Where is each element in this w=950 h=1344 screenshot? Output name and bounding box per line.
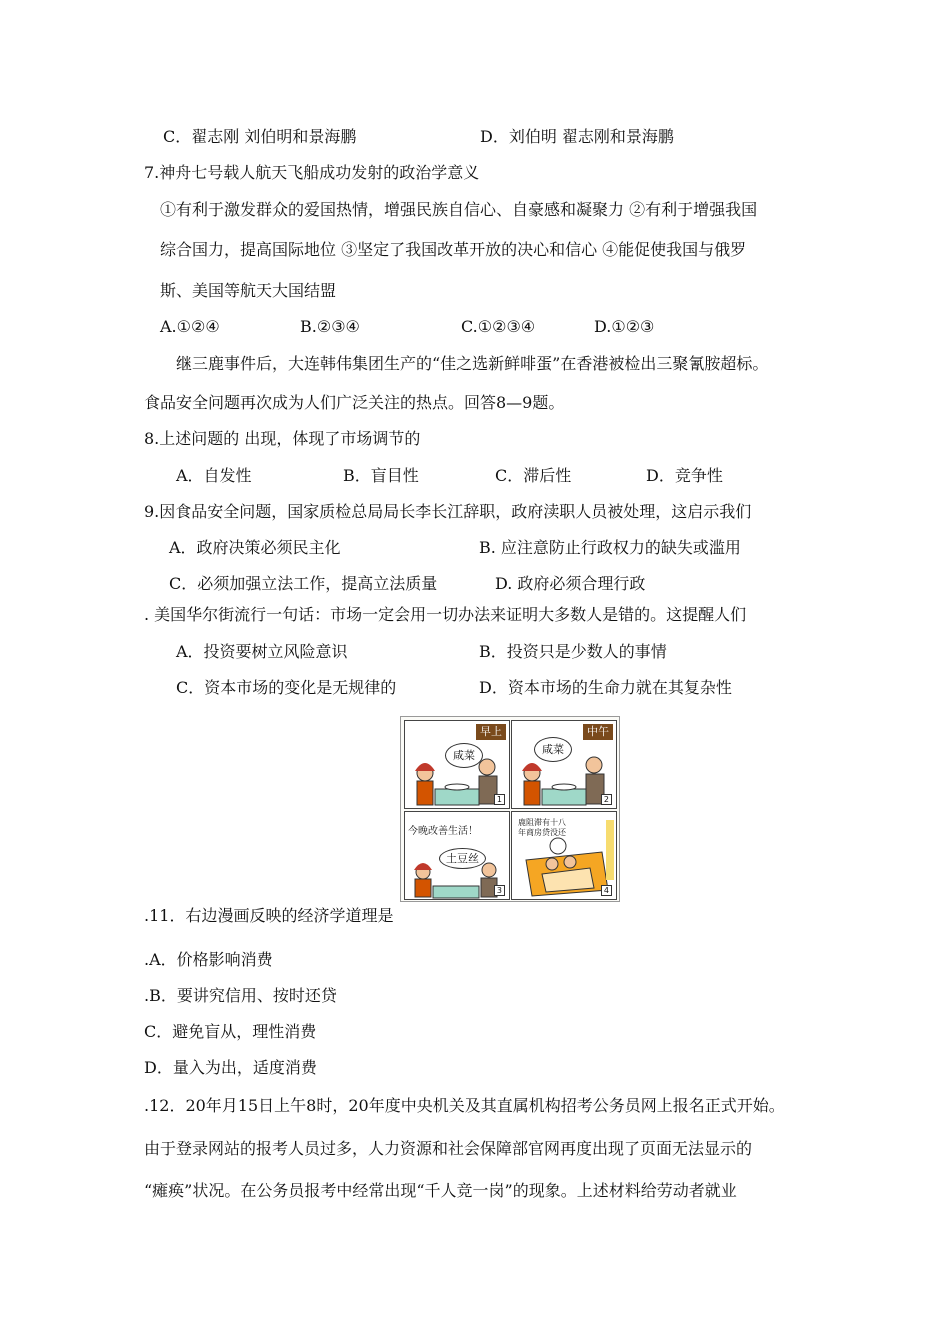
q8-option-d: D．竞争性 — [646, 466, 723, 485]
q9-option-d: D. 政府必须合理行政 — [495, 574, 646, 593]
q9-option-b: B. 应注意防止行政权力的缺失或滥用 — [479, 538, 741, 557]
q7-item-line1: ①有利于激发群众的爱国热情，增强民族自信心、自豪感和凝聚力 ②有利于增强我国 — [160, 200, 758, 219]
q10-option-b: B．投资只是少数人的事情 — [479, 642, 667, 661]
material-line1: 继三鹿事件后，大连韩伟集团生产的“佳之选新鲜啡蛋”在香港被检出三聚氰胺超标。 — [176, 354, 769, 373]
q11-option-d: D．量入为出，适度消费 — [144, 1058, 317, 1077]
speech-bubble: 咸菜 — [445, 743, 483, 768]
comic-panel-2 — [511, 720, 617, 809]
q6-option-c: C．翟志刚 刘伯明和景海鹏 — [163, 127, 357, 146]
q9-option-c: C．必须加强立法工作，提高立法质量 — [169, 574, 438, 593]
panel-number: 1 — [494, 794, 505, 805]
q7-option-c: C.①②③④ — [461, 317, 536, 336]
caption-text: 今晚改善生活！ — [408, 826, 478, 837]
q8-option-c: C．滞后性 — [495, 466, 572, 485]
q9-option-a: A．政府决策必须民主化 — [169, 538, 341, 557]
panel-time-tag: 中午 — [583, 724, 613, 740]
comic-panel-4 — [511, 811, 617, 900]
q12-line2: 由于登录网站的报考人员过多，人力资源和社会保障部官网再度出现了页面无法显示的 — [144, 1139, 753, 1158]
comic-strip — [400, 716, 620, 902]
q10-option-d: D．资本市场的生命力就在其复杂性 — [479, 678, 732, 697]
material-line2: 食品安全问题再次成为人们广泛关注的热点。回答8—9题。 — [144, 393, 565, 412]
panel-number: 2 — [601, 794, 612, 805]
q7-option-b: B.②③④ — [300, 317, 360, 336]
q7-stem: 7.神舟七号载人航天飞船成功发射的政治学意义 — [144, 163, 480, 182]
comic-panel-3 — [404, 811, 510, 900]
q12-line3: “瘫痪”状况。在公务员报考中经常出现“千人竞一岗”的现象。上述材料给劳动者就业 — [144, 1181, 737, 1200]
q11-option-a: .A．价格影响消费 — [144, 950, 273, 969]
q6-option-d: D．刘伯明 翟志刚和景海鹏 — [480, 127, 674, 146]
speech-bubble: 咸菜 — [534, 737, 572, 762]
q8-stem: 8.上述问题的 出现，体现了市场调节的 — [144, 429, 421, 448]
panel-number: 3 — [494, 885, 505, 896]
q8-option-a: A．自发性 — [176, 466, 252, 485]
q10-option-a: A．投资要树立风险意识 — [176, 642, 348, 661]
q7-item-line3: 斯、美国等航天大国结盟 — [160, 281, 337, 300]
q11-stem: .11．右边漫画反映的经济学道理是 — [144, 906, 394, 925]
q11-option-b: .B．要讲究信用、按时还贷 — [144, 986, 337, 1005]
panel-number: 4 — [601, 885, 612, 896]
q7-option-a: A.①②④ — [160, 317, 220, 336]
q7-option-d: D.①②③ — [594, 317, 655, 336]
caption-text-line2: 年商房贷没还 — [518, 828, 566, 837]
q10-option-c: C．资本市场的变化是无规律的 — [176, 678, 397, 697]
caption-text-line1: 鹿阻滞有十八 — [518, 818, 566, 827]
comic-panel-1 — [404, 720, 510, 809]
q12-line1: .12．20年月15日上午8时，20年度中央机关及其直属机构招考公务员网上报名正式开始。 — [144, 1096, 785, 1115]
q7-item-line2: 综合国力，提高国际地位 ③坚定了我国改革开放的决心和信心 ④能促使我国与俄罗 — [160, 240, 747, 259]
speech-bubble: 土豆丝 — [439, 848, 486, 869]
q8-option-b: B．盲目性 — [343, 466, 419, 485]
q9-stem: 9.因食品安全问题，国家质检总局局长李长江辞职，政府渎职人员被处理，这启示我们 — [144, 502, 752, 521]
q11-option-c: C．避免盲从，理性消费 — [144, 1022, 317, 1041]
q10-stem: . 美国华尔街流行一句话：市场一定会用一切办法来证明大多数人是错的。这提醒人们 — [144, 605, 747, 624]
panel-time-tag: 早上 — [476, 724, 506, 740]
